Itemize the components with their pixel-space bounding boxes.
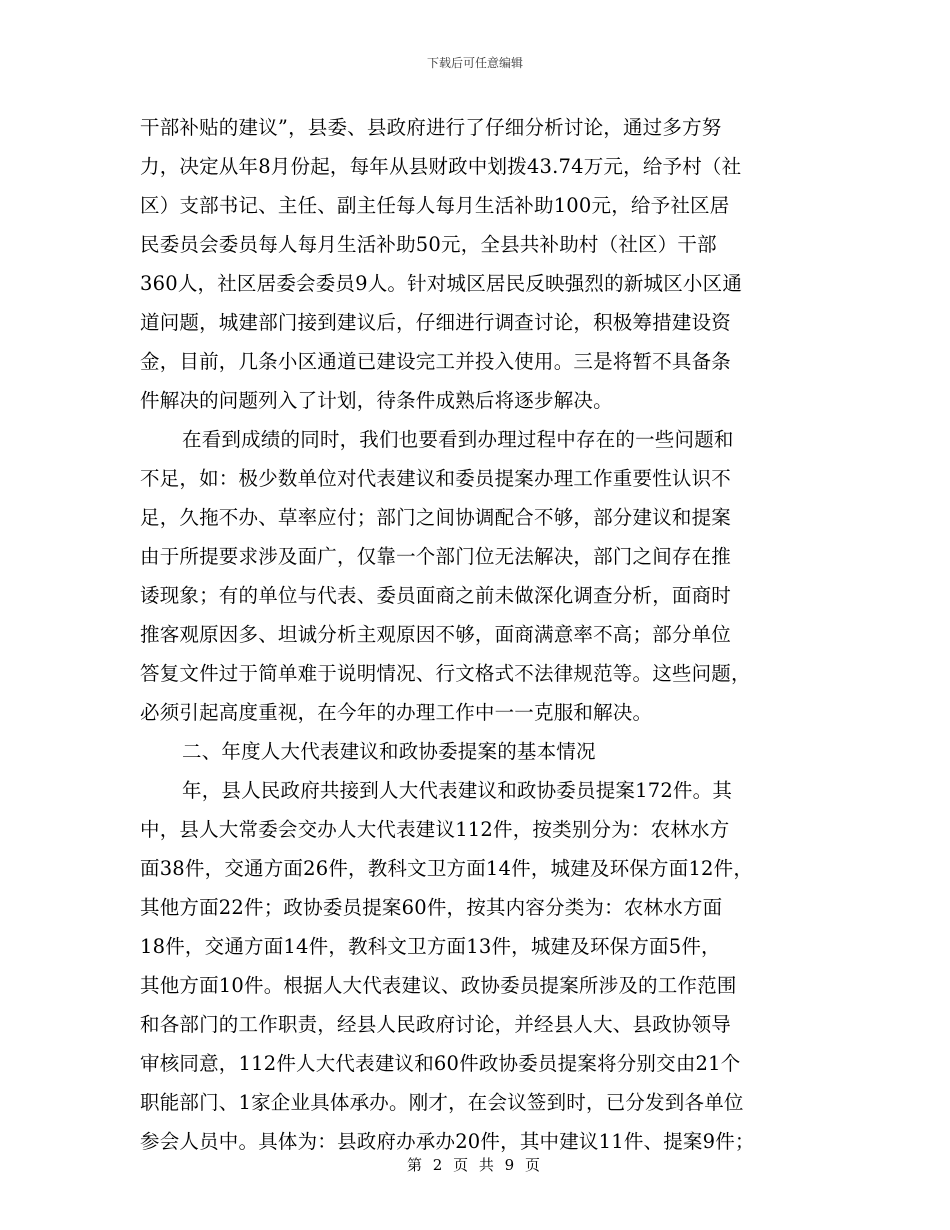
text-line: 件解决的问题列入了计划，待条件成熟后将逐步解决。 [140, 389, 613, 412]
text-line: 民委员会委员每人每月生活补助50元，全县共补助村（社区）干部 [140, 233, 717, 256]
text-line: 不足，如：极少数单位对代表建议和委员提案办理工作重要性认识不 [140, 467, 732, 490]
text-line: 审核同意，112件人大代表建议和60件政协委员提案将分别交由21个 [140, 1052, 741, 1075]
text-line: 金，目前，几条小区通道已建设完工并投入使用。三是将暂不具备条 [140, 350, 732, 373]
text-line: 面38件，交通方面26件，教科文卫方面14件，城建及环保方面12件， [140, 857, 754, 880]
section-heading: 二、年度人大代表建议和政协委提案的基本情况 [182, 740, 596, 763]
text-line: 推客观原因多、坦诚分析主观原因不够，面商满意率不高；部分单位 [140, 623, 732, 646]
text-line: 区）支部书记、主任、副主任每人每月生活补助100元，给予社区居 [140, 194, 730, 217]
paragraph-start-line: 年，县人民政府共接到人大代表建议和政协委员提案172件。其 [182, 779, 733, 802]
text-line: 答复文件过于简单难于说明情况、行文格式不法律规范等。这些问题， [140, 662, 751, 685]
page-header: 下载后可任意编辑 [426, 56, 523, 70]
text-line: 干部补贴的建议”，县委、县政府进行了仔细分析讨论，通过多方努 [140, 116, 722, 139]
page-number: 第 2 页 共 9 页 [407, 1156, 543, 1174]
text-line: 力，决定从年8月份起，每年从县财政中划拨43.74万元，给予村（社 [140, 155, 742, 178]
text-line: 中，县人大常委会交办人大代表建议112件，按类别分为：农林水方 [140, 818, 730, 841]
text-line: 职能部门、1家企业具体承办。刚才，在会议签到时，已分发到各单位 [140, 1091, 744, 1114]
text-line: 必须引起高度重视，在今年的办理工作中一一克服和解决。 [140, 701, 653, 724]
text-line: 足，久拖不办、草率应付；部门之间协调配合不够，部分建议和提案 [140, 506, 732, 529]
text-line: 诿现象；有的单位与代表、委员面商之前未做深化调查分析，面商时 [140, 584, 732, 607]
document-body [140, 108, 816, 1161]
text-line: 360人，社区居委会委员9人。针对城区居民反映强烈的新城区小区通 [140, 272, 743, 295]
text-line: 其他方面22件；政协委员提案60件，按其内容分类为：农林水方面 [140, 896, 723, 919]
text-line: 道问题，城建部门接到建议后，仔细进行调查讨论，积极筹措建设资 [140, 311, 732, 334]
text-line: 18件，交通方面14件，教科文卫方面13件，城建及环保方面5件， [140, 935, 721, 958]
text-line: 其他方面10件。根据人大代表建议、政协委员提案所涉及的工作范围 [140, 974, 737, 997]
text-line: 参会人员中。具体为：县政府办承办20件，其中建议11件、提案9件； [140, 1130, 755, 1153]
text-line: 和各部门的工作职责，经县人民政府讨论，并经县人大、县政协领导 [140, 1013, 732, 1036]
paragraph-start-line: 在看到成绩的同时，我们也要看到办理过程中存在的一些问题和 [182, 428, 734, 451]
text-line: 由于所提要求涉及面广，仅靠一个部门位无法解决，部门之间存在推 [140, 545, 732, 568]
